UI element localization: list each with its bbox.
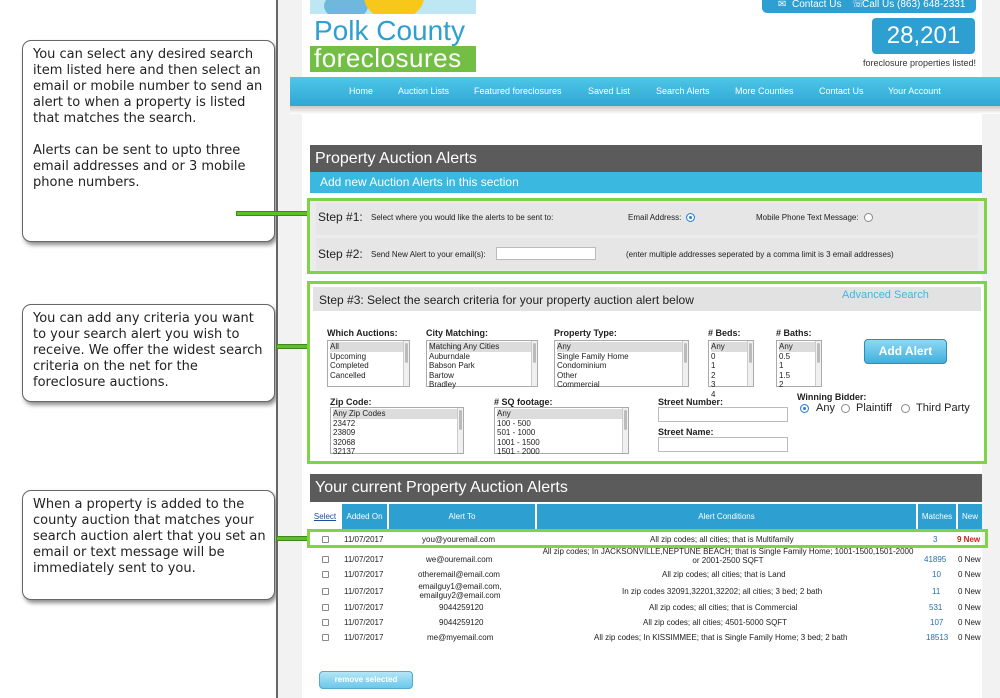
row-matches[interactable]: 531 [929, 603, 943, 612]
col-select[interactable]: Select [310, 504, 340, 530]
row-new: 0 New [958, 618, 981, 627]
col-alert-conditions: Alert Conditions [537, 504, 916, 530]
nav-contact-us[interactable]: Contact Us [819, 86, 864, 96]
bidder-plaintiff-radio[interactable] [841, 404, 850, 413]
table-row [310, 549, 982, 569]
step-1-label: Step #1: [318, 210, 363, 224]
contact-us-link[interactable]: Contact Us [792, 0, 842, 10]
baths-select[interactable]: Any 0.5 1 1.5 2 [776, 340, 822, 387]
bidder-any-radio[interactable] [800, 404, 809, 413]
property-type-label: Property Type: [554, 328, 617, 338]
email-radio[interactable] [686, 213, 695, 222]
table-row [310, 615, 982, 630]
row-date: 11/07/2017 [344, 603, 384, 612]
step-1-row [316, 203, 978, 235]
step-1-2-panel [307, 198, 987, 274]
arrow-to-step3 [276, 344, 308, 349]
row-new: 0 New [958, 555, 981, 564]
nav-auction-lists[interactable]: Auction Lists [398, 86, 450, 96]
page-title: Property Auction Alerts [310, 145, 982, 172]
email-option-label: Email Address: [628, 213, 682, 222]
step-1-text: Select where you would like the alerts to be sent to: [371, 213, 554, 222]
row-alert-to: 9044259120 [439, 603, 484, 612]
callout-search-items: You can select any desired search item listed here and then select an email or mobile number to send an alert to when a property is listed that matches the search. Alerts can be sent to upto three email addresses and or 3 mobile phone numbers. [22, 40, 275, 242]
street-number-input[interactable] [658, 407, 788, 422]
row-conditions: All zip codes; all cities; that is Commercial [649, 603, 798, 612]
row-conditions: All zip codes; all cities; that is Multifamily [650, 535, 794, 544]
row-alert-to: otheremail@email.com [418, 570, 500, 579]
row-conditions: All zip codes; all cities; 4501-5000 SQFT [643, 618, 788, 627]
row-date: 11/07/2017 [344, 587, 384, 596]
street-number-label: Street Number: [658, 397, 724, 407]
beds-select[interactable]: Any 0 1 2 3 4 [708, 340, 754, 387]
nav-featured-foreclosures[interactable]: Featured foreclosures [474, 86, 562, 96]
table-row [310, 567, 982, 582]
row-conditions: All zip codes; In JACKSONVILLE,NEPTUNE BEACH; that is Single Family Home; 1001-1500,1501-2000 or 2001-2500 SQFT [542, 547, 914, 565]
bidder-any-label: Any [816, 402, 835, 414]
row-checkbox[interactable] [322, 634, 329, 641]
nav-more-counties[interactable]: More Counties [735, 86, 794, 96]
row-conditions: In zip codes 32091,32201,32202; all cities; 3 bed; 2 bath [622, 587, 823, 596]
mobile-option-label: Mobile Phone Text Message: [756, 213, 859, 222]
row-matches[interactable]: 3 [933, 535, 938, 544]
col-new: New [958, 504, 982, 530]
baths-label: # Baths: [776, 328, 812, 338]
logo-text-county: Polk County [314, 15, 465, 46]
row-matches[interactable]: 10 [932, 570, 941, 579]
bidder-third-party-radio[interactable] [901, 404, 910, 413]
sq-footage-select[interactable]: Any 100 - 500 501 - 1000 1001 - 1500 1501 - 2000 [494, 407, 629, 454]
callout-new-property: When a property is added to the county auction that matches your search auction alert that you set an email or text message will be immediately sent to you. [22, 490, 275, 600]
row-checkbox[interactable] [322, 571, 329, 578]
row-matches[interactable]: 41895 [924, 555, 947, 564]
table-row [310, 630, 982, 645]
row-checkbox[interactable] [322, 604, 329, 611]
property-count-caption: foreclosure properties listed! [862, 58, 976, 68]
col-added-on: Added On [342, 504, 387, 530]
row-matches[interactable]: 18513 [926, 633, 949, 642]
row-matches[interactable]: 11 [932, 587, 941, 596]
row-alert-to: you@youremail.com [422, 535, 496, 544]
bidder-third-party-label: Third Party [916, 402, 970, 414]
property-type-select[interactable]: Any Single Family Home Condominium Other Commercial [554, 340, 689, 387]
city-matching-label: City Matching: [426, 328, 488, 338]
row-date: 11/07/2017 [344, 618, 384, 627]
nav-saved-list[interactable]: Saved List [588, 86, 631, 96]
arrow-to-row [276, 536, 308, 541]
row-date: 11/07/2017 [344, 555, 384, 564]
section-subtitle: Add new Auction Alerts in this section [310, 172, 982, 193]
row-alert-to: emailguy1@email.com, emailguy2@email.com [418, 582, 502, 600]
row-highlight [307, 529, 988, 548]
mobile-radio[interactable] [864, 213, 873, 222]
main-nav [290, 77, 1000, 106]
street-name-label: Street Name: [658, 427, 714, 437]
row-conditions: All zip codes; all cities; that is Land [662, 570, 786, 579]
zip-code-select[interactable]: Any Zip Codes 23472 23809 32068 32137 [330, 407, 464, 454]
advanced-search-link[interactable]: Advanced Search [842, 289, 929, 301]
which-auctions-select[interactable]: All Upcoming Completed Cancelled [327, 340, 410, 387]
table-row [310, 582, 982, 601]
row-new: 9 New [957, 535, 981, 544]
zip-code-label: Zip Code: [330, 397, 372, 407]
alerts-table-header [310, 504, 982, 530]
col-matches: Matches [918, 504, 956, 530]
step-2-text: Send New Alert to your email(s): [371, 250, 486, 259]
row-new: 0 New [958, 603, 981, 612]
arrow-to-step12 [236, 211, 308, 216]
row-checkbox[interactable] [322, 588, 329, 595]
call-us-link[interactable]: Call Us (863) 648-2331 [862, 0, 966, 10]
city-select[interactable]: Matching Any Cities Auburndale Babson Park Bartow Bradley [426, 340, 538, 387]
row-date: 11/07/2017 [344, 633, 384, 642]
row-date: 11/07/2017 [344, 535, 384, 544]
nav-your-account[interactable]: Your Account [888, 86, 941, 96]
callout-criteria: You can add any criteria you want to your search alert you wish to receive. We offer the widest search criteria on the net for the foreclosure auctions. [22, 304, 275, 402]
row-date: 11/07/2017 [344, 570, 384, 579]
step-2-row [316, 238, 978, 270]
annotation-panel [0, 0, 278, 698]
remove-selected-button[interactable]: remove selected [319, 671, 413, 689]
row-conditions: All zip codes; In KISSIMMEE; that is Single Family Home; 3 bed; 2 bath [594, 633, 848, 642]
nav-home[interactable]: Home [349, 86, 374, 96]
contact-bar [762, 0, 976, 13]
row-alert-to: me@myemail.com [427, 633, 494, 642]
step-3-label: Step #3: Select the search criteria for your property auction alert below [319, 293, 694, 307]
nav-search-alerts[interactable]: Search Alerts [656, 86, 710, 96]
site-logo[interactable] [310, 0, 476, 72]
row-matches[interactable]: 107 [930, 618, 944, 627]
current-alerts-title: Your current Property Auction Alerts [310, 474, 982, 502]
email-input[interactable] [496, 247, 596, 260]
nav-shadow [290, 106, 1000, 114]
row-checkbox[interactable] [322, 556, 329, 563]
sq-footage-label: # SQ footage: [494, 397, 553, 407]
logo-text-foreclosures: foreclosures [314, 43, 462, 73]
row-alert-to: 9044259120 [439, 618, 484, 627]
col-alert-to: Alert To [389, 504, 535, 530]
row-new: 0 New [958, 633, 981, 642]
phone-icon: ☏ [852, 0, 865, 10]
table-row [310, 600, 982, 615]
row-checkbox[interactable] [322, 619, 329, 626]
step-2-label: Step #2: [318, 247, 363, 261]
step-2-hint: (enter multiple addresses seperated by a comma limit is 3 email addresses) [626, 250, 894, 259]
row-alert-to: we@ouremail.com [426, 555, 493, 564]
add-alert-button[interactable]: Add Alert [864, 339, 947, 364]
beds-label: # Beds: [708, 328, 741, 338]
bidder-plaintiff-label: Plaintiff [856, 402, 892, 414]
mail-icon: ✉ [778, 0, 787, 10]
which-auctions-label: Which Auctions: [327, 328, 398, 338]
row-new: 0 New [958, 587, 981, 596]
row-new: 0 New [958, 570, 981, 579]
property-count: 28,201 [872, 18, 975, 54]
street-name-input[interactable] [658, 437, 788, 452]
winning-bidder-label: Winning Bidder: [797, 392, 867, 402]
